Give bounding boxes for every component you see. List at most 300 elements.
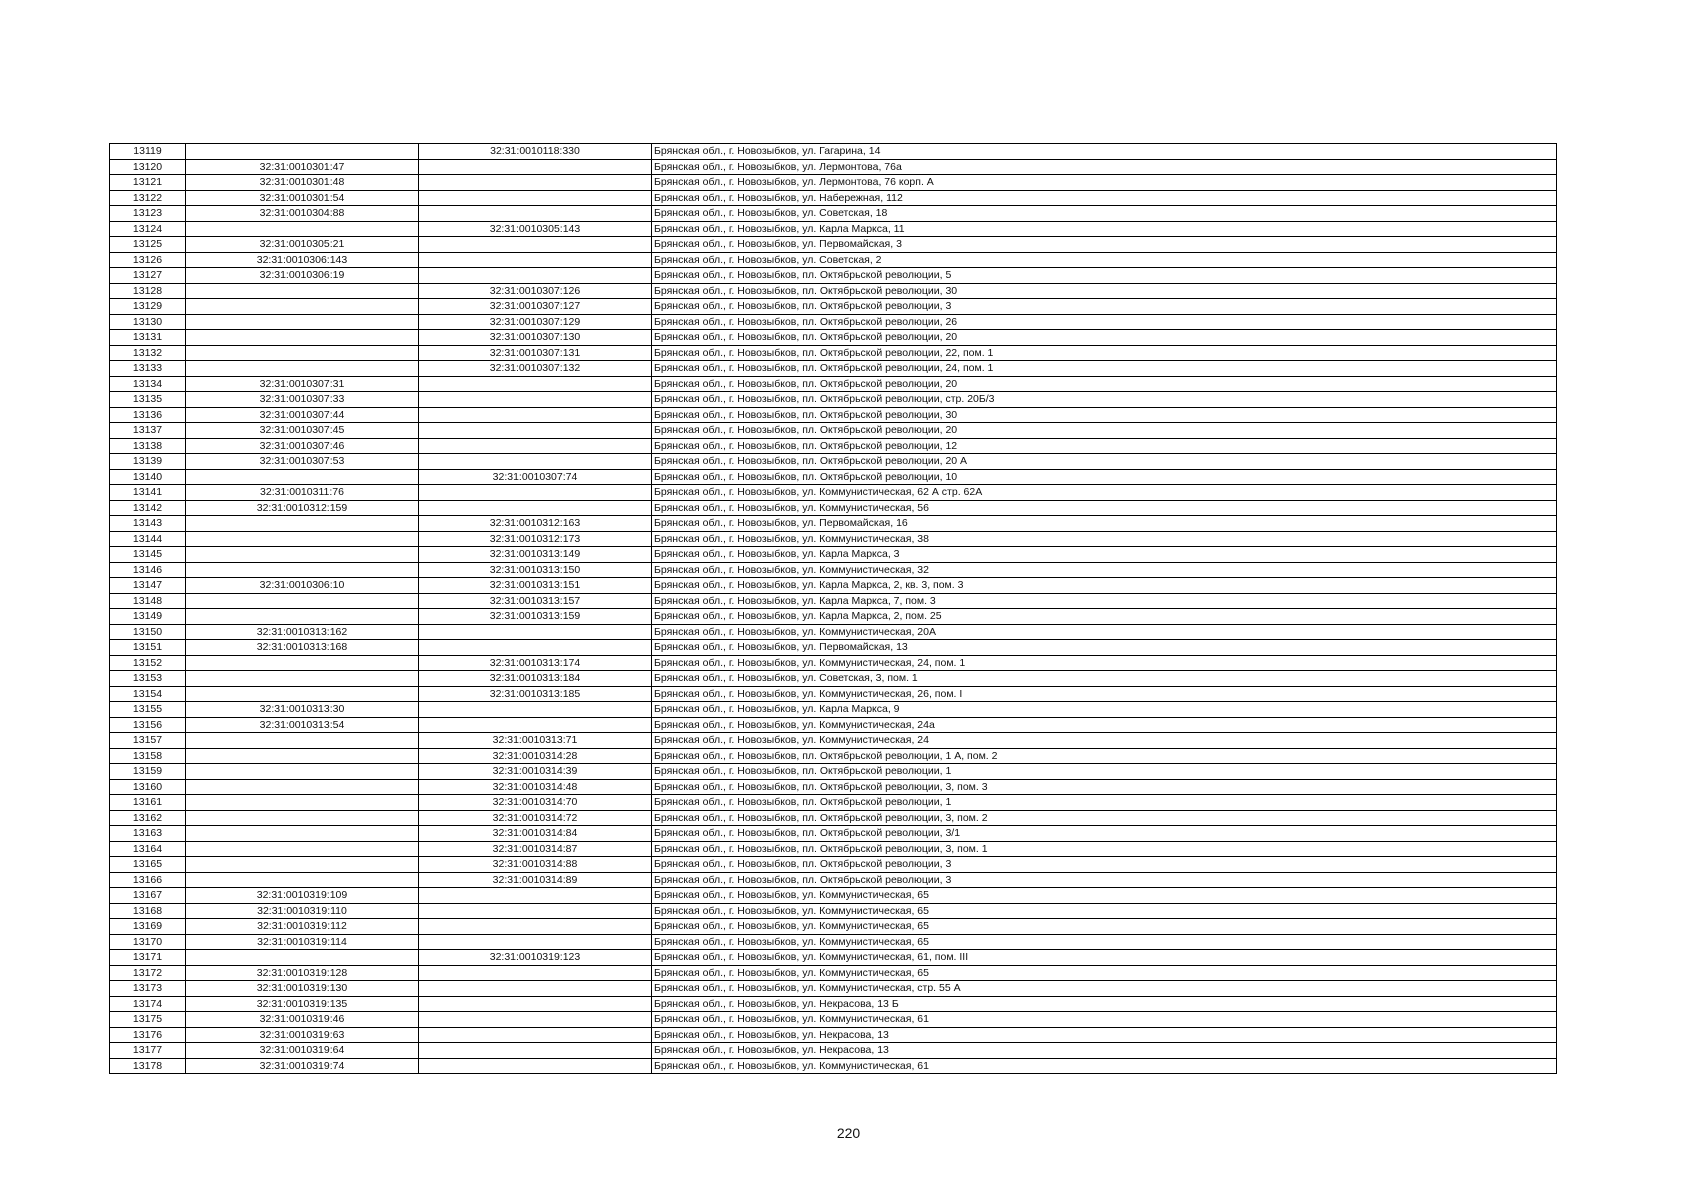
cadastral-number-alt-cell: 32:31:0010313:149 (419, 547, 652, 563)
table-row (110, 330, 1557, 346)
row-number-cell: 13146 (110, 562, 186, 578)
cadastral-number-alt-cell (419, 268, 652, 284)
cadastral-number-cell: 32:31:0010306:19 (186, 268, 419, 284)
address-cell: Брянская обл., г. Новозыбков, ул. Первомайская, 13 (652, 640, 1557, 656)
address-cell: Брянская обл., г. Новозыбков, пл. Октябрьской революции, 5 (652, 268, 1557, 284)
cadastral-number-cell (186, 469, 419, 485)
table-row (110, 376, 1557, 392)
row-number-cell: 13145 (110, 547, 186, 563)
cadastral-number-alt-cell: 32:31:0010314:84 (419, 826, 652, 842)
table-row (110, 981, 1557, 997)
cadastral-number-cell (186, 872, 419, 888)
cadastral-number-cell (186, 671, 419, 687)
table-row (110, 485, 1557, 501)
row-number-cell: 13153 (110, 671, 186, 687)
row-number-cell: 13144 (110, 531, 186, 547)
cadastral-number-alt-cell: 32:31:0010314:48 (419, 779, 652, 795)
address-cell: Брянская обл., г. Новозыбков, ул. Коммунистическая, стр. 55 А (652, 981, 1557, 997)
row-number-cell: 13164 (110, 841, 186, 857)
cadastral-number-alt-cell (419, 903, 652, 919)
row-number-cell: 13131 (110, 330, 186, 346)
address-cell: Брянская обл., г. Новозыбков, ул. Некрасова, 13 Б (652, 996, 1557, 1012)
table-row (110, 593, 1557, 609)
cadastral-number-cell: 32:31:0010304:88 (186, 206, 419, 222)
cadastral-number-alt-cell: 32:31:0010312:173 (419, 531, 652, 547)
address-cell: Брянская обл., г. Новозыбков, пл. Октябрьской революции, 3, пом. 1 (652, 841, 1557, 857)
address-cell: Брянская обл., г. Новозыбков, ул. Карла Маркса, 3 (652, 547, 1557, 563)
cadastral-number-alt-cell (419, 996, 652, 1012)
cadastral-number-cell: 32:31:0010301:47 (186, 159, 419, 175)
cadastral-number-cell (186, 144, 419, 160)
row-number-cell: 13130 (110, 314, 186, 330)
cadastral-number-alt-cell (419, 423, 652, 439)
table-row (110, 965, 1557, 981)
address-cell: Брянская обл., г. Новозыбков, ул. Коммунистическая, 62 А стр. 62А (652, 485, 1557, 501)
table-row (110, 826, 1557, 842)
row-number-cell: 13125 (110, 237, 186, 253)
cadastral-number-cell: 32:31:0010301:48 (186, 175, 419, 191)
cadastral-number-alt-cell: 32:31:0010305:143 (419, 221, 652, 237)
address-cell: Брянская обл., г. Новозыбков, пл. Октябрьской революции, 3/1 (652, 826, 1557, 842)
cadastral-number-cell (186, 593, 419, 609)
cadastral-number-alt-cell: 32:31:0010314:89 (419, 872, 652, 888)
address-cell: Брянская обл., г. Новозыбков, ул. Коммунистическая, 24 (652, 733, 1557, 749)
cadastral-number-cell (186, 283, 419, 299)
row-number-cell: 13135 (110, 392, 186, 408)
table-row (110, 237, 1557, 253)
cadastral-number-cell: 32:31:0010319:110 (186, 903, 419, 919)
table-row (110, 841, 1557, 857)
row-number-cell: 13157 (110, 733, 186, 749)
row-number-cell: 13123 (110, 206, 186, 222)
address-cell: Брянская обл., г. Новозыбков, пл. Октябрьской революции, 1 (652, 795, 1557, 811)
cadastral-number-cell: 32:31:0010319:128 (186, 965, 419, 981)
cadastral-number-alt-cell (419, 252, 652, 268)
cadastral-number-cell (186, 686, 419, 702)
cadastral-number-alt-cell: 32:31:0010314:87 (419, 841, 652, 857)
row-number-cell: 13163 (110, 826, 186, 842)
address-cell: Брянская обл., г. Новозыбков, ул. Некрасова, 13 (652, 1043, 1557, 1059)
table-row (110, 655, 1557, 671)
row-number-cell: 13160 (110, 779, 186, 795)
cadastral-number-cell: 32:31:0010307:44 (186, 407, 419, 423)
address-cell: Брянская обл., г. Новозыбков, ул. Коммунистическая, 24а (652, 717, 1557, 733)
row-number-cell: 13156 (110, 717, 186, 733)
address-cell: Брянская обл., г. Новозыбков, пл. Октябрьской революции, 20 (652, 376, 1557, 392)
cadastral-number-alt-cell: 32:31:0010307:131 (419, 345, 652, 361)
table-row (110, 438, 1557, 454)
table-row (110, 392, 1557, 408)
address-cell: Брянская обл., г. Новозыбков, ул. Коммунистическая, 20А (652, 624, 1557, 640)
cadastral-number-alt-cell: 32:31:0010307:130 (419, 330, 652, 346)
row-number-cell: 13133 (110, 361, 186, 377)
table-row (110, 1027, 1557, 1043)
cadastral-number-alt-cell (419, 702, 652, 718)
cadastral-number-cell (186, 826, 419, 842)
row-number-cell: 13158 (110, 748, 186, 764)
cadastral-number-cell (186, 733, 419, 749)
address-cell: Брянская обл., г. Новозыбков, ул. Карла Маркса, 7, пом. 3 (652, 593, 1557, 609)
table-row (110, 919, 1557, 935)
cadastral-number-alt-cell: 32:31:0010313:150 (419, 562, 652, 578)
table-row (110, 190, 1557, 206)
cadastral-number-cell (186, 547, 419, 563)
row-number-cell: 13176 (110, 1027, 186, 1043)
address-cell: Брянская обл., г. Новозыбков, ул. Первомайская, 16 (652, 516, 1557, 532)
cadastral-number-cell: 32:31:0010319:63 (186, 1027, 419, 1043)
address-cell: Брянская обл., г. Новозыбков, ул. Коммунистическая, 32 (652, 562, 1557, 578)
row-number-cell: 13141 (110, 485, 186, 501)
cadastral-number-cell (186, 779, 419, 795)
row-number-cell: 13171 (110, 950, 186, 966)
row-number-cell: 13143 (110, 516, 186, 532)
table-row (110, 268, 1557, 284)
cadastral-number-alt-cell (419, 717, 652, 733)
cadastral-number-cell (186, 562, 419, 578)
row-number-cell: 13170 (110, 934, 186, 950)
row-number-cell: 13147 (110, 578, 186, 594)
address-cell: Брянская обл., г. Новозыбков, ул. Коммунистическая, 65 (652, 888, 1557, 904)
row-number-cell: 13162 (110, 810, 186, 826)
cadastral-number-alt-cell (419, 1043, 652, 1059)
address-cell: Брянская обл., г. Новозыбков, ул. Коммунистическая, 65 (652, 965, 1557, 981)
cadastral-number-alt-cell (419, 640, 652, 656)
address-cell: Брянская обл., г. Новозыбков, ул. Коммунистическая, 38 (652, 531, 1557, 547)
cadastral-number-cell (186, 841, 419, 857)
table-row (110, 779, 1557, 795)
row-number-cell: 13167 (110, 888, 186, 904)
table-row (110, 996, 1557, 1012)
address-cell: Брянская обл., г. Новозыбков, ул. Набережная, 112 (652, 190, 1557, 206)
cadastral-number-cell (186, 609, 419, 625)
cadastral-number-cell: 32:31:0010307:46 (186, 438, 419, 454)
cadastral-number-alt-cell (419, 934, 652, 950)
row-number-cell: 13132 (110, 345, 186, 361)
cadastral-number-alt-cell (419, 175, 652, 191)
table-row (110, 810, 1557, 826)
cadastral-number-cell (186, 857, 419, 873)
address-cell: Брянская обл., г. Новозыбков, ул. Коммунистическая, 61, пом. III (652, 950, 1557, 966)
table-row (110, 1012, 1557, 1028)
address-cell: Брянская обл., г. Новозыбков, пл. Октябрьской революции, стр. 20Б/3 (652, 392, 1557, 408)
address-cell: Брянская обл., г. Новозыбков, ул. Коммунистическая, 26, пом. I (652, 686, 1557, 702)
address-cell: Брянская обл., г. Новозыбков, ул. Советская, 3, пом. 1 (652, 671, 1557, 687)
cadastral-number-cell: 32:31:0010301:54 (186, 190, 419, 206)
cadastral-number-cell: 32:31:0010319:74 (186, 1058, 419, 1074)
cadastral-number-alt-cell (419, 1012, 652, 1028)
cadastral-number-alt-cell: 32:31:0010314:70 (419, 795, 652, 811)
cadastral-number-alt-cell: 32:31:0010314:28 (419, 748, 652, 764)
row-number-cell: 13136 (110, 407, 186, 423)
cadastral-number-alt-cell (419, 206, 652, 222)
table-row (110, 252, 1557, 268)
table-row (110, 717, 1557, 733)
cadastral-number-alt-cell (419, 981, 652, 997)
row-number-cell: 13140 (110, 469, 186, 485)
row-number-cell: 13154 (110, 686, 186, 702)
cadastral-number-alt-cell: 32:31:0010319:123 (419, 950, 652, 966)
row-number-cell: 13139 (110, 454, 186, 470)
address-cell: Брянская обл., г. Новозыбков, пл. Октябрьской революции, 24, пом. 1 (652, 361, 1557, 377)
row-number-cell: 13119 (110, 144, 186, 160)
cadastral-number-alt-cell (419, 159, 652, 175)
table-row (110, 748, 1557, 764)
address-cell: Брянская обл., г. Новозыбков, ул. Первомайская, 3 (652, 237, 1557, 253)
address-cell: Брянская обл., г. Новозыбков, пл. Октябрьской революции, 26 (652, 314, 1557, 330)
row-number-cell: 13148 (110, 593, 186, 609)
address-cell: Брянская обл., г. Новозыбков, ул. Советская, 2 (652, 252, 1557, 268)
row-number-cell: 13127 (110, 268, 186, 284)
cadastral-number-alt-cell (419, 965, 652, 981)
table-row (110, 299, 1557, 315)
address-cell: Брянская обл., г. Новозыбков, пл. Октябрьской революции, 1 А, пом. 2 (652, 748, 1557, 764)
cadastral-number-cell (186, 516, 419, 532)
table-row (110, 888, 1557, 904)
cadastral-number-alt-cell (419, 485, 652, 501)
page-number: 220 (836, 1125, 861, 1141)
cadastral-number-alt-cell: 32:31:0010314:39 (419, 764, 652, 780)
cadastral-number-cell: 32:31:0010306:143 (186, 252, 419, 268)
address-cell: Брянская обл., г. Новозыбков, пл. Октябрьской революции, 3, пом. 3 (652, 779, 1557, 795)
row-number-cell: 13129 (110, 299, 186, 315)
address-cell: Брянская обл., г. Новозыбков, пл. Октябрьской революции, 10 (652, 469, 1557, 485)
table-row (110, 469, 1557, 485)
table-row (110, 516, 1557, 532)
address-cell: Брянская обл., г. Новозыбков, ул. Коммунистическая, 65 (652, 903, 1557, 919)
cadastral-number-alt-cell (419, 438, 652, 454)
table-row (110, 857, 1557, 873)
address-cell: Брянская обл., г. Новозыбков, ул. Лермонтова, 76 корп. А (652, 175, 1557, 191)
cadastral-number-cell: 32:31:0010307:31 (186, 376, 419, 392)
row-number-cell: 13128 (110, 283, 186, 299)
cadastral-number-cell: 32:31:0010319:112 (186, 919, 419, 935)
table-row (110, 547, 1557, 563)
table-row (110, 361, 1557, 377)
table-row (110, 175, 1557, 191)
cadastral-number-alt-cell: 32:31:0010307:129 (419, 314, 652, 330)
address-cell: Брянская обл., г. Новозыбков, ул. Карла Маркса, 9 (652, 702, 1557, 718)
table-row (110, 159, 1557, 175)
row-number-cell: 13122 (110, 190, 186, 206)
cadastral-number-cell (186, 748, 419, 764)
cadastral-number-alt-cell: 32:31:0010313:151 (419, 578, 652, 594)
cadastral-number-cell: 32:31:0010319:109 (186, 888, 419, 904)
row-number-cell: 13173 (110, 981, 186, 997)
table-row (110, 702, 1557, 718)
cadastral-number-cell (186, 345, 419, 361)
cadastral-number-alt-cell (419, 1027, 652, 1043)
cadastral-number-cell (186, 531, 419, 547)
address-cell: Брянская обл., г. Новозыбков, ул. Советская, 18 (652, 206, 1557, 222)
row-number-cell: 13168 (110, 903, 186, 919)
cadastral-number-alt-cell (419, 624, 652, 640)
address-cell: Брянская обл., г. Новозыбков, ул. Коммунистическая, 61 (652, 1012, 1557, 1028)
row-number-cell: 13172 (110, 965, 186, 981)
table-row (110, 624, 1557, 640)
cadastral-number-alt-cell (419, 919, 652, 935)
cadastral-number-alt-cell (419, 407, 652, 423)
address-cell: Брянская обл., г. Новозыбков, пл. Октябрьской революции, 20 (652, 330, 1557, 346)
address-cell: Брянская обл., г. Новозыбков, пл. Октябрьской революции, 3 (652, 299, 1557, 315)
cadastral-number-cell (186, 314, 419, 330)
cadastral-number-cell (186, 810, 419, 826)
property-register-table (109, 143, 1557, 1074)
cadastral-number-alt-cell: 32:31:0010313:185 (419, 686, 652, 702)
table-row (110, 423, 1557, 439)
cadastral-number-cell: 32:31:0010313:54 (186, 717, 419, 733)
cadastral-number-cell (186, 655, 419, 671)
cadastral-number-cell: 32:31:0010306:10 (186, 578, 419, 594)
cadastral-number-alt-cell: 32:31:0010313:71 (419, 733, 652, 749)
cadastral-number-cell (186, 299, 419, 315)
cadastral-number-alt-cell (419, 500, 652, 516)
row-number-cell: 13152 (110, 655, 186, 671)
row-number-cell: 13165 (110, 857, 186, 873)
cadastral-number-alt-cell (419, 454, 652, 470)
table-row (110, 903, 1557, 919)
cadastral-number-cell: 32:31:0010319:130 (186, 981, 419, 997)
table-row (110, 764, 1557, 780)
cadastral-number-cell: 32:31:0010307:33 (186, 392, 419, 408)
row-number-cell: 13161 (110, 795, 186, 811)
table-row (110, 345, 1557, 361)
row-number-cell: 13169 (110, 919, 186, 935)
cadastral-number-alt-cell (419, 1058, 652, 1074)
cadastral-number-alt-cell: 32:31:0010314:88 (419, 857, 652, 873)
cadastral-number-cell: 32:31:0010313:168 (186, 640, 419, 656)
cadastral-number-cell (186, 221, 419, 237)
row-number-cell: 13124 (110, 221, 186, 237)
cadastral-number-cell: 32:31:0010313:30 (186, 702, 419, 718)
row-number-cell: 13126 (110, 252, 186, 268)
table-row (110, 934, 1557, 950)
row-number-cell: 13178 (110, 1058, 186, 1074)
cadastral-number-cell: 32:31:0010311:76 (186, 485, 419, 501)
table-row (110, 686, 1557, 702)
row-number-cell: 13120 (110, 159, 186, 175)
address-cell: Брянская обл., г. Новозыбков, пл. Октябрьской революции, 3, пом. 2 (652, 810, 1557, 826)
table-row (110, 578, 1557, 594)
cadastral-number-cell (186, 361, 419, 377)
cadastral-number-cell (186, 795, 419, 811)
table-row (110, 795, 1557, 811)
cadastral-number-alt-cell (419, 392, 652, 408)
table-row (110, 562, 1557, 578)
cadastral-number-cell: 32:31:0010312:159 (186, 500, 419, 516)
address-cell: Брянская обл., г. Новозыбков, ул. Коммунистическая, 65 (652, 919, 1557, 935)
cadastral-number-alt-cell: 32:31:0010313:174 (419, 655, 652, 671)
row-number-cell: 13177 (110, 1043, 186, 1059)
table-row (110, 609, 1557, 625)
address-cell: Брянская обл., г. Новозыбков, пл. Октябрьской революции, 30 (652, 407, 1557, 423)
cadastral-number-cell (186, 330, 419, 346)
table-row (110, 221, 1557, 237)
cadastral-number-alt-cell: 32:31:0010307:126 (419, 283, 652, 299)
table-row (110, 671, 1557, 687)
row-number-cell: 13134 (110, 376, 186, 392)
cadastral-number-alt-cell: 32:31:0010307:132 (419, 361, 652, 377)
address-cell: Брянская обл., г. Новозыбков, ул. Коммунистическая, 24, пом. 1 (652, 655, 1557, 671)
cadastral-number-cell: 32:31:0010307:45 (186, 423, 419, 439)
cadastral-number-cell (186, 950, 419, 966)
table-row (110, 733, 1557, 749)
table-row (110, 314, 1557, 330)
table-row (110, 454, 1557, 470)
row-number-cell: 13159 (110, 764, 186, 780)
table-row (110, 950, 1557, 966)
address-cell: Брянская обл., г. Новозыбков, пл. Октябрьской революции, 12 (652, 438, 1557, 454)
table-row (110, 206, 1557, 222)
cadastral-number-alt-cell (419, 190, 652, 206)
row-number-cell: 13137 (110, 423, 186, 439)
row-number-cell: 13142 (110, 500, 186, 516)
address-cell: Брянская обл., г. Новозыбков, ул. Карла Маркса, 2, кв. 3, пом. 3 (652, 578, 1557, 594)
row-number-cell: 13121 (110, 175, 186, 191)
row-number-cell: 13175 (110, 1012, 186, 1028)
cadastral-number-alt-cell: 32:31:0010307:127 (419, 299, 652, 315)
register-table-body (110, 144, 1557, 1074)
row-number-cell: 13155 (110, 702, 186, 718)
table-row (110, 1058, 1557, 1074)
address-cell: Брянская обл., г. Новозыбков, ул. Коммунистическая, 61 (652, 1058, 1557, 1074)
address-cell: Брянская обл., г. Новозыбков, ул. Некрасова, 13 (652, 1027, 1557, 1043)
table-row (110, 500, 1557, 516)
address-cell: Брянская обл., г. Новозыбков, ул. Лермонтова, 76а (652, 159, 1557, 175)
row-number-cell: 13138 (110, 438, 186, 454)
address-cell: Брянская обл., г. Новозыбков, пл. Октябрьской революции, 3 (652, 872, 1557, 888)
address-cell: Брянская обл., г. Новозыбков, пл. Октябрьской революции, 1 (652, 764, 1557, 780)
cadastral-number-alt-cell: 32:31:0010313:157 (419, 593, 652, 609)
cadastral-number-alt-cell: 32:31:0010313:184 (419, 671, 652, 687)
cadastral-number-cell: 32:31:0010307:53 (186, 454, 419, 470)
row-number-cell: 13174 (110, 996, 186, 1012)
cadastral-number-cell: 32:31:0010319:114 (186, 934, 419, 950)
address-cell: Брянская обл., г. Новозыбков, ул. Коммунистическая, 65 (652, 934, 1557, 950)
address-cell: Брянская обл., г. Новозыбков, ул. Гагарина, 14 (652, 144, 1557, 160)
cadastral-number-cell: 32:31:0010319:135 (186, 996, 419, 1012)
cadastral-number-alt-cell (419, 376, 652, 392)
cadastral-number-cell (186, 764, 419, 780)
address-cell: Брянская обл., г. Новозыбков, пл. Октябрьской революции, 20 А (652, 454, 1557, 470)
cadastral-number-alt-cell (419, 237, 652, 253)
table-row (110, 1043, 1557, 1059)
table-row (110, 407, 1557, 423)
row-number-cell: 13166 (110, 872, 186, 888)
cadastral-number-alt-cell: 32:31:0010307:74 (419, 469, 652, 485)
cadastral-number-alt-cell: 32:31:0010314:72 (419, 810, 652, 826)
address-cell: Брянская обл., г. Новозыбков, ул. Коммунистическая, 56 (652, 500, 1557, 516)
cadastral-number-alt-cell: 32:31:0010118:330 (419, 144, 652, 160)
cadastral-number-alt-cell: 32:31:0010312:163 (419, 516, 652, 532)
cadastral-number-alt-cell (419, 888, 652, 904)
cadastral-number-cell: 32:31:0010319:46 (186, 1012, 419, 1028)
table-row (110, 872, 1557, 888)
cadastral-number-alt-cell: 32:31:0010313:159 (419, 609, 652, 625)
cadastral-number-cell: 32:31:0010313:162 (186, 624, 419, 640)
cadastral-number-cell: 32:31:0010319:64 (186, 1043, 419, 1059)
row-number-cell: 13150 (110, 624, 186, 640)
table-row (110, 640, 1557, 656)
cadastral-number-cell: 32:31:0010305:21 (186, 237, 419, 253)
table-row (110, 144, 1557, 160)
address-cell: Брянская обл., г. Новозыбков, пл. Октябрьской революции, 22, пом. 1 (652, 345, 1557, 361)
row-number-cell: 13149 (110, 609, 186, 625)
address-cell: Брянская обл., г. Новозыбков, пл. Октябрьской революции, 20 (652, 423, 1557, 439)
address-cell: Брянская обл., г. Новозыбков, пл. Октябрьской революции, 3 (652, 857, 1557, 873)
table-row (110, 531, 1557, 547)
address-cell: Брянская обл., г. Новозыбков, ул. Карла Маркса, 2, пом. 25 (652, 609, 1557, 625)
address-cell: Брянская обл., г. Новозыбков, ул. Карла Маркса, 11 (652, 221, 1557, 237)
